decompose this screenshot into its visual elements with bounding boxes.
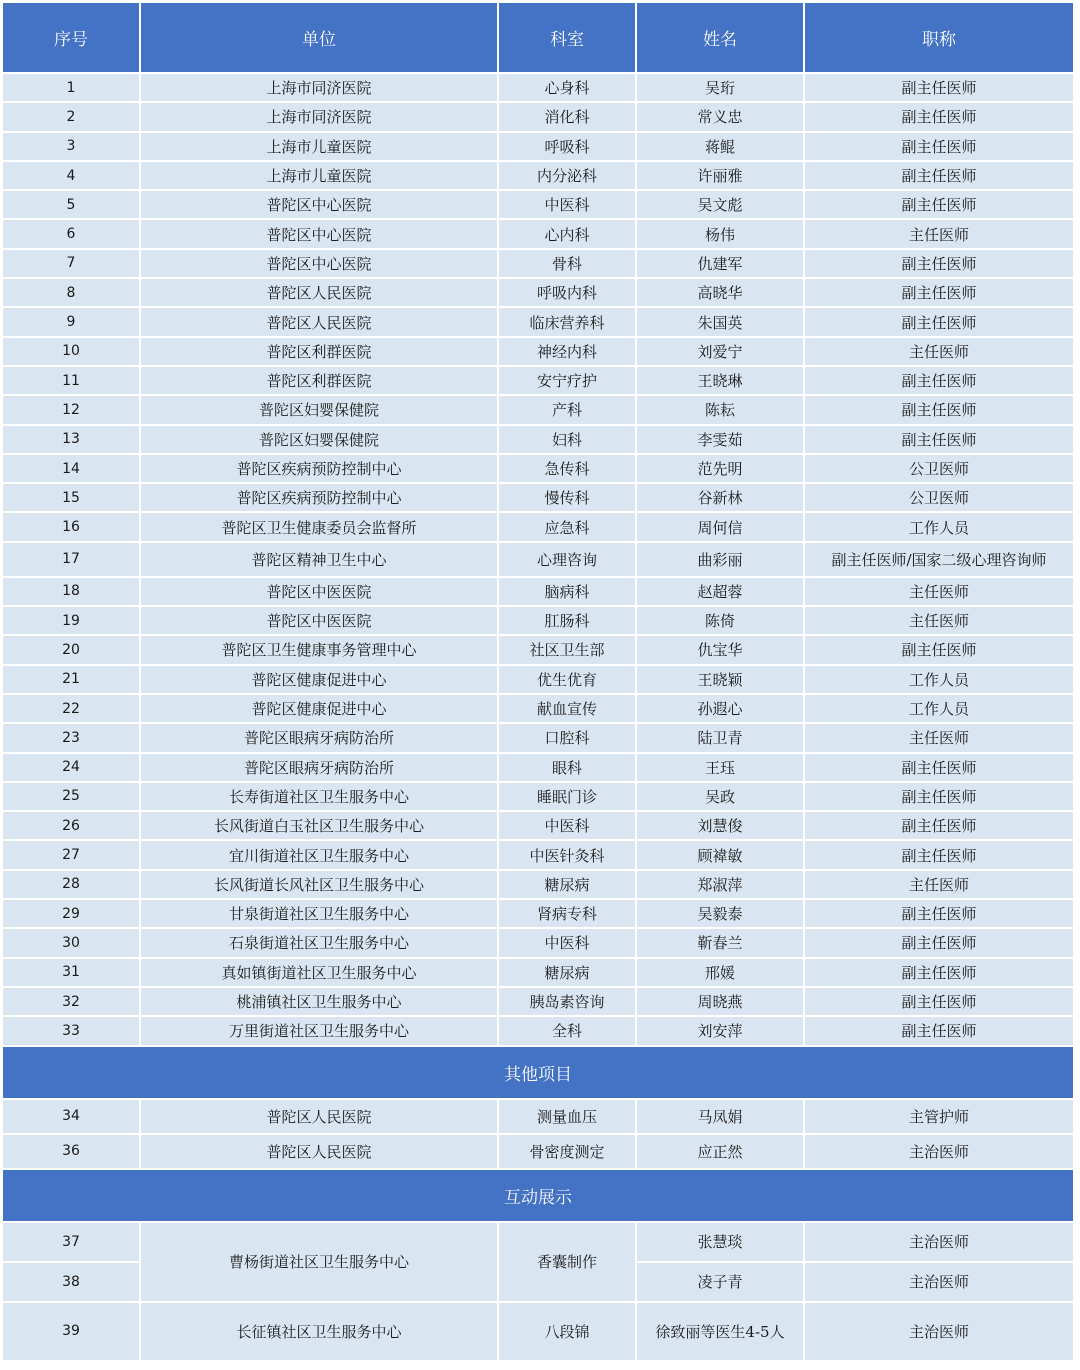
table-row: [3, 958, 1073, 987]
cell-name: 李雯茹: [636, 425, 804, 454]
cell-unit: 普陀区妇婴保健院: [140, 425, 498, 454]
cell-unit: 普陀区人民医院: [140, 307, 498, 336]
table-row: [3, 782, 1073, 811]
cell-name: 蒋鲲: [636, 132, 804, 161]
cell-name: 高晓华: [636, 278, 804, 307]
table-row: [3, 606, 1073, 635]
cell-department: 社区卫生部: [498, 635, 636, 664]
table-row: [3, 1016, 1073, 1045]
cell-unit: 曹杨街道社区卫生服务中心: [140, 1222, 498, 1302]
cell-unit: 长寿街道社区卫生服务中心: [140, 782, 498, 811]
cell-name: 刘安萍: [636, 1016, 804, 1045]
cell-name: 顾褘敏: [636, 840, 804, 869]
cell-name: 王晓琳: [636, 366, 804, 395]
cell-index: 2: [3, 102, 140, 131]
cell-title: 副主任医师: [804, 753, 1073, 782]
cell-index: 4: [3, 161, 140, 190]
table-row: [3, 483, 1073, 512]
header-department: 科室: [498, 3, 636, 73]
cell-department: 眼科: [498, 753, 636, 782]
cell-index: 27: [3, 840, 140, 869]
table-row: [3, 190, 1073, 219]
cell-title: 主治医师: [804, 1134, 1073, 1169]
cell-name: 靳春兰: [636, 928, 804, 957]
cell-name: 吴文彪: [636, 190, 804, 219]
cell-department: 消化科: [498, 102, 636, 131]
cell-department: 呼吸科: [498, 132, 636, 161]
cell-unit: 普陀区人民医院: [140, 1134, 498, 1169]
cell-unit: 上海市同济医院: [140, 73, 498, 102]
cell-unit: 普陀区卫生健康事务管理中心: [140, 635, 498, 664]
cell-title: 副主任医师: [804, 307, 1073, 336]
cell-name: 周何信: [636, 512, 804, 541]
cell-index: 18: [3, 577, 140, 606]
page-bottom-margin: [0, 1363, 1080, 1370]
table-row: [3, 1302, 1073, 1361]
cell-department: 骨密度测定: [498, 1134, 636, 1169]
cell-name: 吴毅泰: [636, 899, 804, 928]
section-title-other: 其他项目: [3, 1046, 1073, 1099]
cell-title: 主任医师: [804, 219, 1073, 248]
cell-index: 21: [3, 665, 140, 694]
cell-unit: 普陀区利群医院: [140, 337, 498, 366]
cell-title: 副主任医师: [804, 928, 1073, 957]
cell-name: 陈倚: [636, 606, 804, 635]
table-row: [3, 454, 1073, 483]
cell-index: 15: [3, 483, 140, 512]
cell-title: 主任医师: [804, 723, 1073, 752]
cell-unit: 石泉街道社区卫生服务中心: [140, 928, 498, 957]
cell-title: 副主任医师: [804, 73, 1073, 102]
cell-name: 范先明: [636, 454, 804, 483]
cell-title: 副主任医师: [804, 132, 1073, 161]
other-rows: [3, 1099, 1073, 1169]
cell-unit: 甘泉街道社区卫生服务中心: [140, 899, 498, 928]
table-row: [3, 1099, 1073, 1134]
header-title: 职称: [804, 3, 1073, 73]
cell-department: 产科: [498, 395, 636, 424]
cell-title: 主治医师: [804, 1262, 1073, 1302]
table-row: [3, 870, 1073, 899]
cell-unit: 长风街道白玉社区卫生服务中心: [140, 811, 498, 840]
cell-department: 八段锦: [498, 1302, 636, 1361]
table-row: [3, 307, 1073, 336]
cell-title: 副主任医师: [804, 987, 1073, 1016]
table-row: [3, 542, 1073, 577]
cell-index: 30: [3, 928, 140, 957]
cell-department: 献血宣传: [498, 694, 636, 723]
cell-department: 中医科: [498, 190, 636, 219]
table-row: [3, 132, 1073, 161]
cell-unit: 长风街道长风社区卫生服务中心: [140, 870, 498, 899]
cell-title: 主治医师: [804, 1222, 1073, 1262]
cell-index: 38: [3, 1262, 140, 1302]
cell-title: 工作人员: [804, 665, 1073, 694]
cell-index: 29: [3, 899, 140, 928]
cell-name: 周晓燕: [636, 987, 804, 1016]
cell-title: 工作人员: [804, 694, 1073, 723]
cell-name: 孙遐心: [636, 694, 804, 723]
cell-department: 内分泌科: [498, 161, 636, 190]
cell-department: 睡眠门诊: [498, 782, 636, 811]
cell-department: 糖尿病: [498, 870, 636, 899]
table-row: [3, 811, 1073, 840]
table-row: [3, 395, 1073, 424]
cell-index: 12: [3, 395, 140, 424]
cell-title: 副主任医师: [804, 1016, 1073, 1045]
cell-title: 副主任医师: [804, 782, 1073, 811]
cell-index: 13: [3, 425, 140, 454]
table-row: [3, 635, 1073, 664]
cell-unit: 真如镇街道社区卫生服务中心: [140, 958, 498, 987]
cell-unit: 普陀区眼病牙病防治所: [140, 723, 498, 752]
cell-title: 副主任医师: [804, 161, 1073, 190]
cell-unit: 桃浦镇社区卫生服务中心: [140, 987, 498, 1016]
cell-unit: 普陀区精神卫生中心: [140, 542, 498, 577]
table-row: [3, 512, 1073, 541]
table-row: [3, 723, 1073, 752]
cell-index: 11: [3, 366, 140, 395]
cell-title: 工作人员: [804, 512, 1073, 541]
cell-department: 中医针灸科: [498, 840, 636, 869]
cell-index: 37: [3, 1222, 140, 1262]
cell-department: 呼吸内科: [498, 278, 636, 307]
table-row: [3, 577, 1073, 606]
cell-unit: 普陀区健康促进中心: [140, 665, 498, 694]
table-row: [3, 366, 1073, 395]
cell-department: 脑病科: [498, 577, 636, 606]
cell-department: 测量血压: [498, 1099, 636, 1134]
table-row: [3, 928, 1073, 957]
table-row: [3, 753, 1073, 782]
header-unit: 单位: [140, 3, 498, 73]
cell-name: 凌子青: [636, 1262, 804, 1302]
cell-department: 肛肠科: [498, 606, 636, 635]
section-header-row: [3, 1046, 1073, 1099]
cell-title: 副主任医师: [804, 190, 1073, 219]
staff-table: [3, 3, 1073, 1362]
table-row: [3, 694, 1073, 723]
cell-title: 副主任医师: [804, 811, 1073, 840]
cell-unit: 普陀区眼病牙病防治所: [140, 753, 498, 782]
section-interactive: [3, 1169, 1073, 1361]
cell-unit: 万里街道社区卫生服务中心: [140, 1016, 498, 1045]
cell-department: 急传科: [498, 454, 636, 483]
cell-title: 主任医师: [804, 606, 1073, 635]
cell-unit: 普陀区妇婴保健院: [140, 395, 498, 424]
cell-department: 中医科: [498, 928, 636, 957]
table-row: [3, 1222, 1073, 1262]
cell-name: 陈耘: [636, 395, 804, 424]
cell-name: 吴珩: [636, 73, 804, 102]
cell-department: 中医科: [498, 811, 636, 840]
cell-unit: 普陀区人民医院: [140, 1099, 498, 1134]
section-header-row: [3, 1169, 1073, 1222]
cell-index: 10: [3, 337, 140, 366]
cell-unit: 普陀区中医医院: [140, 606, 498, 635]
cell-unit: 普陀区利群医院: [140, 366, 498, 395]
cell-department: 骨科: [498, 249, 636, 278]
cell-department: 应急科: [498, 512, 636, 541]
table-row: [3, 899, 1073, 928]
cell-name: 刘慧俊: [636, 811, 804, 840]
cell-unit: 普陀区卫生健康委员会监督所: [140, 512, 498, 541]
table-row: [3, 161, 1073, 190]
cell-name: 陆卫青: [636, 723, 804, 752]
cell-title: 公卫医师: [804, 483, 1073, 512]
main-rows: [3, 73, 1073, 1046]
cell-index: 26: [3, 811, 140, 840]
cell-title: 副主任医师: [804, 840, 1073, 869]
cell-name: 曲彩丽: [636, 542, 804, 577]
cell-unit: 上海市同济医院: [140, 102, 498, 131]
cell-name: 张慧琰: [636, 1222, 804, 1262]
cell-title: 副主任医师: [804, 249, 1073, 278]
cell-name: 马凤娟: [636, 1099, 804, 1134]
cell-name: 杨伟: [636, 219, 804, 248]
table-row: [3, 219, 1073, 248]
cell-title: 主管护师: [804, 1099, 1073, 1134]
cell-index: 16: [3, 512, 140, 541]
cell-department: 慢传科: [498, 483, 636, 512]
table-row: [3, 102, 1073, 131]
cell-index: 5: [3, 190, 140, 219]
cell-name: 邢媛: [636, 958, 804, 987]
cell-department: 临床营养科: [498, 307, 636, 336]
cell-department: 全科: [498, 1016, 636, 1045]
table-row: [3, 987, 1073, 1016]
cell-unit: 普陀区人民医院: [140, 278, 498, 307]
cell-unit: 上海市儿童医院: [140, 161, 498, 190]
cell-unit: 普陀区健康促进中心: [140, 694, 498, 723]
section-other: [3, 1046, 1073, 1099]
cell-title: 副主任医师: [804, 635, 1073, 664]
staff-table-container: [3, 3, 1073, 1362]
cell-department: 肾病专科: [498, 899, 636, 928]
cell-unit: 普陀区疾病预防控制中心: [140, 454, 498, 483]
cell-index: 1: [3, 73, 140, 102]
table-row: [3, 1134, 1073, 1169]
cell-title: 主任医师: [804, 577, 1073, 606]
cell-title: 副主任医师: [804, 395, 1073, 424]
cell-name: 仇宝华: [636, 635, 804, 664]
cell-name: 常义忠: [636, 102, 804, 131]
cell-index: 19: [3, 606, 140, 635]
cell-department: 优生优育: [498, 665, 636, 694]
cell-department: 心理咨询: [498, 542, 636, 577]
cell-title: 主任医师: [804, 337, 1073, 366]
cell-unit: 普陀区中心医院: [140, 190, 498, 219]
cell-department: 心身科: [498, 73, 636, 102]
cell-name: 应正然: [636, 1134, 804, 1169]
section-title-interactive: 互动展示: [3, 1169, 1073, 1222]
cell-index: 8: [3, 278, 140, 307]
cell-title: 主治医师: [804, 1302, 1073, 1361]
cell-index: 28: [3, 870, 140, 899]
cell-department: 口腔科: [498, 723, 636, 752]
cell-title: 主任医师: [804, 870, 1073, 899]
cell-index: 25: [3, 782, 140, 811]
cell-index: 7: [3, 249, 140, 278]
cell-unit: 普陀区中医医院: [140, 577, 498, 606]
cell-index: 3: [3, 132, 140, 161]
cell-unit: 宜川街道社区卫生服务中心: [140, 840, 498, 869]
table-row: [3, 840, 1073, 869]
cell-index: 33: [3, 1016, 140, 1045]
cell-department: 神经内科: [498, 337, 636, 366]
cell-name: 王晓颖: [636, 665, 804, 694]
cell-department: 胰岛素咨询: [498, 987, 636, 1016]
table-row: [3, 425, 1073, 454]
cell-name: 郑淑萍: [636, 870, 804, 899]
cell-index: 14: [3, 454, 140, 483]
table-row: [3, 249, 1073, 278]
cell-name: 徐致丽等医生4-5人: [636, 1302, 804, 1361]
cell-name: 赵超蓉: [636, 577, 804, 606]
cell-name: 朱国英: [636, 307, 804, 336]
cell-name: 谷新林: [636, 483, 804, 512]
cell-title: 公卫医师: [804, 454, 1073, 483]
cell-department: 心内科: [498, 219, 636, 248]
header-index: 序号: [3, 3, 140, 73]
cell-index: 24: [3, 753, 140, 782]
cell-title: 副主任医师: [804, 366, 1073, 395]
cell-title: 副主任医师: [804, 425, 1073, 454]
table-row: [3, 278, 1073, 307]
table-row: [3, 337, 1073, 366]
cell-name: 许丽雅: [636, 161, 804, 190]
cell-index: 31: [3, 958, 140, 987]
cell-name: 刘爱宁: [636, 337, 804, 366]
table-row: [3, 665, 1073, 694]
header-name: 姓名: [636, 3, 804, 73]
cell-index: 23: [3, 723, 140, 752]
cell-index: 39: [3, 1302, 140, 1361]
cell-index: 22: [3, 694, 140, 723]
cell-title: 副主任医师: [804, 958, 1073, 987]
cell-department: 糖尿病: [498, 958, 636, 987]
cell-index: 32: [3, 987, 140, 1016]
cell-title: 副主任医师: [804, 102, 1073, 131]
cell-title: 副主任医师/国家二级心理咨询师: [804, 542, 1073, 577]
cell-index: 6: [3, 219, 140, 248]
cell-index: 20: [3, 635, 140, 664]
cell-department: 妇科: [498, 425, 636, 454]
cell-unit: 长征镇社区卫生服务中心: [140, 1302, 498, 1361]
table-row: [3, 73, 1073, 102]
cell-index: 9: [3, 307, 140, 336]
cell-index: 17: [3, 542, 140, 577]
cell-title: 副主任医师: [804, 278, 1073, 307]
cell-title: 副主任医师: [804, 899, 1073, 928]
table-header-row: [3, 3, 1073, 73]
cell-index: 36: [3, 1134, 140, 1169]
cell-index: 34: [3, 1099, 140, 1134]
cell-unit: 上海市儿童医院: [140, 132, 498, 161]
cell-department: 安宁疗护: [498, 366, 636, 395]
cell-unit: 普陀区中心医院: [140, 219, 498, 248]
cell-name: 王珏: [636, 753, 804, 782]
cell-name: 仇建军: [636, 249, 804, 278]
cell-name: 吴政: [636, 782, 804, 811]
cell-unit: 普陀区疾病预防控制中心: [140, 483, 498, 512]
cell-department: 香囊制作: [498, 1222, 636, 1302]
cell-unit: 普陀区中心医院: [140, 249, 498, 278]
